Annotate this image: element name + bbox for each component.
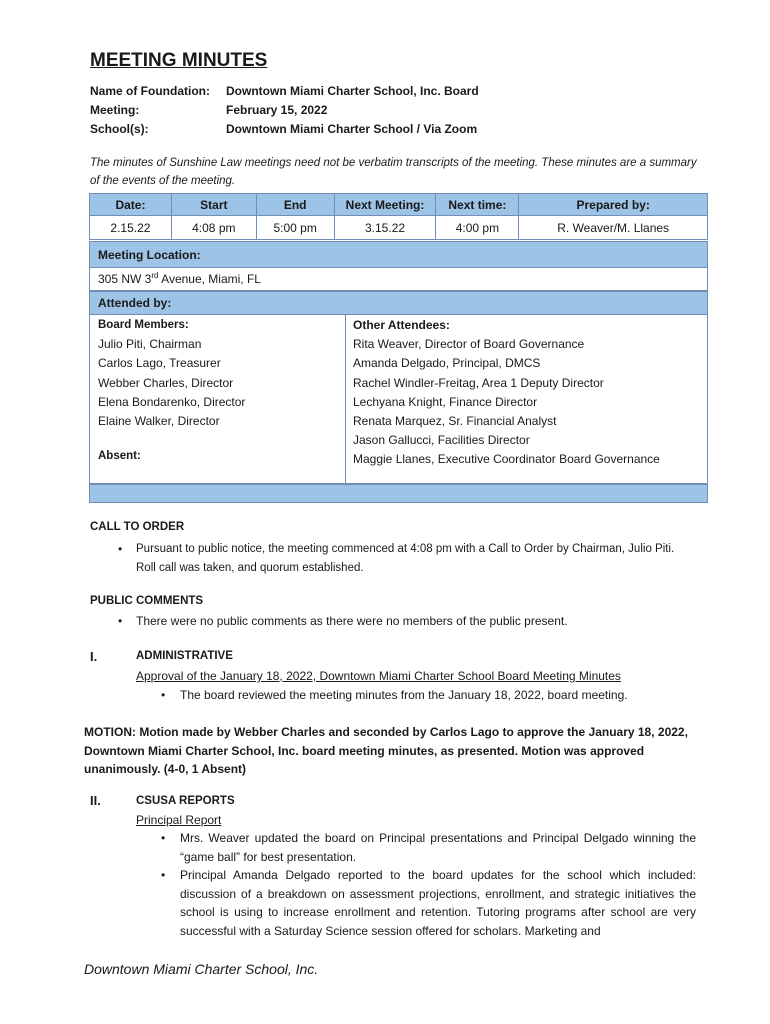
- attended-heading: Attended by:: [89, 291, 708, 315]
- board-member: Webber Charles, Director: [98, 375, 234, 390]
- csusa-item: [161, 829, 696, 866]
- board-members-heading: Board Members:: [98, 319, 189, 331]
- attendee: Rita Weaver, Director of Board Governance: [353, 337, 585, 352]
- csusa-text: Principal Amanda Delgado reported to the board updates for the school which included: discussion of a breakdown on assessment projections, enrollment, and strategic initiatives the school is using to increase enrollment and retention. Tutoring programs after school are very successful with a Saturday Science session offered for scholars. Marketing and: [180, 868, 696, 938]
- info-value: Downtown Miami Charter School / Via Zoom: [226, 122, 478, 136]
- value-next-meeting: 3.15.22: [334, 216, 436, 240]
- attendee: Jason Gallucci, Facilities Director: [353, 433, 530, 448]
- info-label: Meeting:: [90, 103, 140, 117]
- value-date: 2.15.22: [90, 216, 172, 240]
- header-next-meeting: Next Meeting:: [334, 194, 436, 216]
- attendee: Lechyana Knight, Finance Director: [353, 394, 538, 409]
- schedule-value-row: [90, 216, 708, 240]
- minutes-note: The minutes of Sunshine Law meetings need not be verbatim transcripts of the meeting. These minutes are a summary of the events of the meeting.: [90, 157, 697, 187]
- attendee: Rachel Windler-Freitag, Area 1 Deputy Director: [353, 375, 604, 390]
- info-row-foundation: [90, 82, 479, 101]
- attendee: Renata Marquez, Sr. Financial Analyst: [353, 414, 557, 429]
- board-members-column: [98, 316, 245, 466]
- header-end: End: [256, 194, 334, 216]
- absent-label: Absent:: [98, 450, 141, 463]
- address-text-rest: Avenue, Miami, FL: [158, 272, 261, 286]
- schedule-header-row: [90, 194, 708, 216]
- attendance-footer-bar: [89, 484, 708, 503]
- principal-report-subheading: Principal Report: [136, 813, 222, 827]
- bullet-icon: •: [161, 868, 166, 882]
- info-label: School(s):: [90, 122, 149, 136]
- public-comments-text: There were no public comments as there were no members of the public present.: [136, 614, 568, 628]
- other-attendees-heading: Other Attendees:: [353, 318, 450, 332]
- board-member: Julio Piti, Chairman: [98, 337, 202, 352]
- bullet-icon: •: [118, 542, 123, 556]
- info-row-meeting: [90, 101, 479, 120]
- page-title: MEETING MINUTES: [90, 50, 268, 71]
- attendee: Amanda Delgado, Principal, DMCS: [353, 356, 541, 371]
- board-member: Elaine Walker, Director: [98, 414, 220, 429]
- header-prepared-by: Prepared by:: [519, 194, 708, 216]
- value-next-time: 4:00 pm: [436, 216, 519, 240]
- value-prepared-by: R. Weaver/M. Llanes: [519, 216, 708, 240]
- header-start: Start: [171, 194, 256, 216]
- csusa-item: [161, 866, 696, 940]
- administrative-text: The board reviewed the meeting minutes from the January 18, 2022, board meeting.: [180, 688, 628, 702]
- column-divider: [345, 314, 346, 483]
- board-member: Carlos Lago, Treasurer: [98, 356, 221, 371]
- board-member: Elena Bondarenko, Director: [98, 394, 246, 409]
- info-value: Downtown Miami Charter School, Inc. Board: [226, 84, 479, 98]
- attendance-box: [89, 314, 708, 484]
- bullet-icon: •: [161, 831, 166, 845]
- info-label: Name of Foundation:: [90, 84, 210, 98]
- administrative-heading: ADMINISTRATIVE: [136, 650, 233, 662]
- value-start: 4:08 pm: [171, 216, 256, 240]
- motion-text: MOTION: Motion made by Webber Charles and seconded by Carlos Lago to approve the January 18, 2022, Downtown Miami Charter School, Inc. board meeting minutes, as presented. Motion was approved unanimously. (4-0, 1 Absent): [84, 725, 688, 776]
- address-text: 305 NW 3: [98, 272, 152, 286]
- call-to-order-line: Roll call was taken, and quorum established.: [136, 561, 364, 574]
- schedule-table: [89, 193, 708, 240]
- call-to-order-line: Pursuant to public notice, the meeting commenced at 4:08 pm with a Call to Order by Chairman, Julio Piti.: [136, 543, 675, 555]
- csusa-text: Mrs. Weaver updated the board on Principal presentations and Principal Delgado winning the “game ball” for best presentation.: [180, 831, 696, 864]
- address-superscript: rd: [151, 271, 159, 280]
- attendee: Maggie Llanes, Executive Coordinator Board Governance: [353, 452, 660, 467]
- header-date: Date:: [90, 194, 172, 216]
- public-comments-item: [118, 612, 708, 631]
- call-to-order-item: [118, 540, 708, 577]
- call-to-order-heading: CALL TO ORDER: [90, 521, 185, 533]
- section-numeral: II.: [90, 793, 101, 808]
- page-footer: Downtown Miami Charter School, Inc.: [84, 961, 319, 977]
- other-attendees-column: [353, 316, 660, 470]
- info-value: February 15, 2022: [226, 103, 328, 117]
- location-heading: Meeting Location:: [89, 241, 708, 268]
- administrative-subheading: Approval of the January 18, 2022, Downtown Miami Charter School Board Meeting Minutes: [136, 669, 621, 683]
- bullet-icon: •: [118, 614, 123, 628]
- meeting-info: [90, 82, 479, 139]
- info-row-schools: [90, 120, 479, 139]
- section-numeral: I.: [90, 649, 98, 664]
- csusa-heading: CSUSA REPORTS: [136, 795, 235, 807]
- value-end: 5:00 pm: [256, 216, 334, 240]
- public-comments-heading: PUBLIC COMMENTS: [90, 595, 204, 607]
- bullet-icon: •: [161, 688, 166, 702]
- location-address: [89, 268, 708, 291]
- header-next-time: Next time:: [436, 194, 519, 216]
- administrative-item: [161, 686, 701, 705]
